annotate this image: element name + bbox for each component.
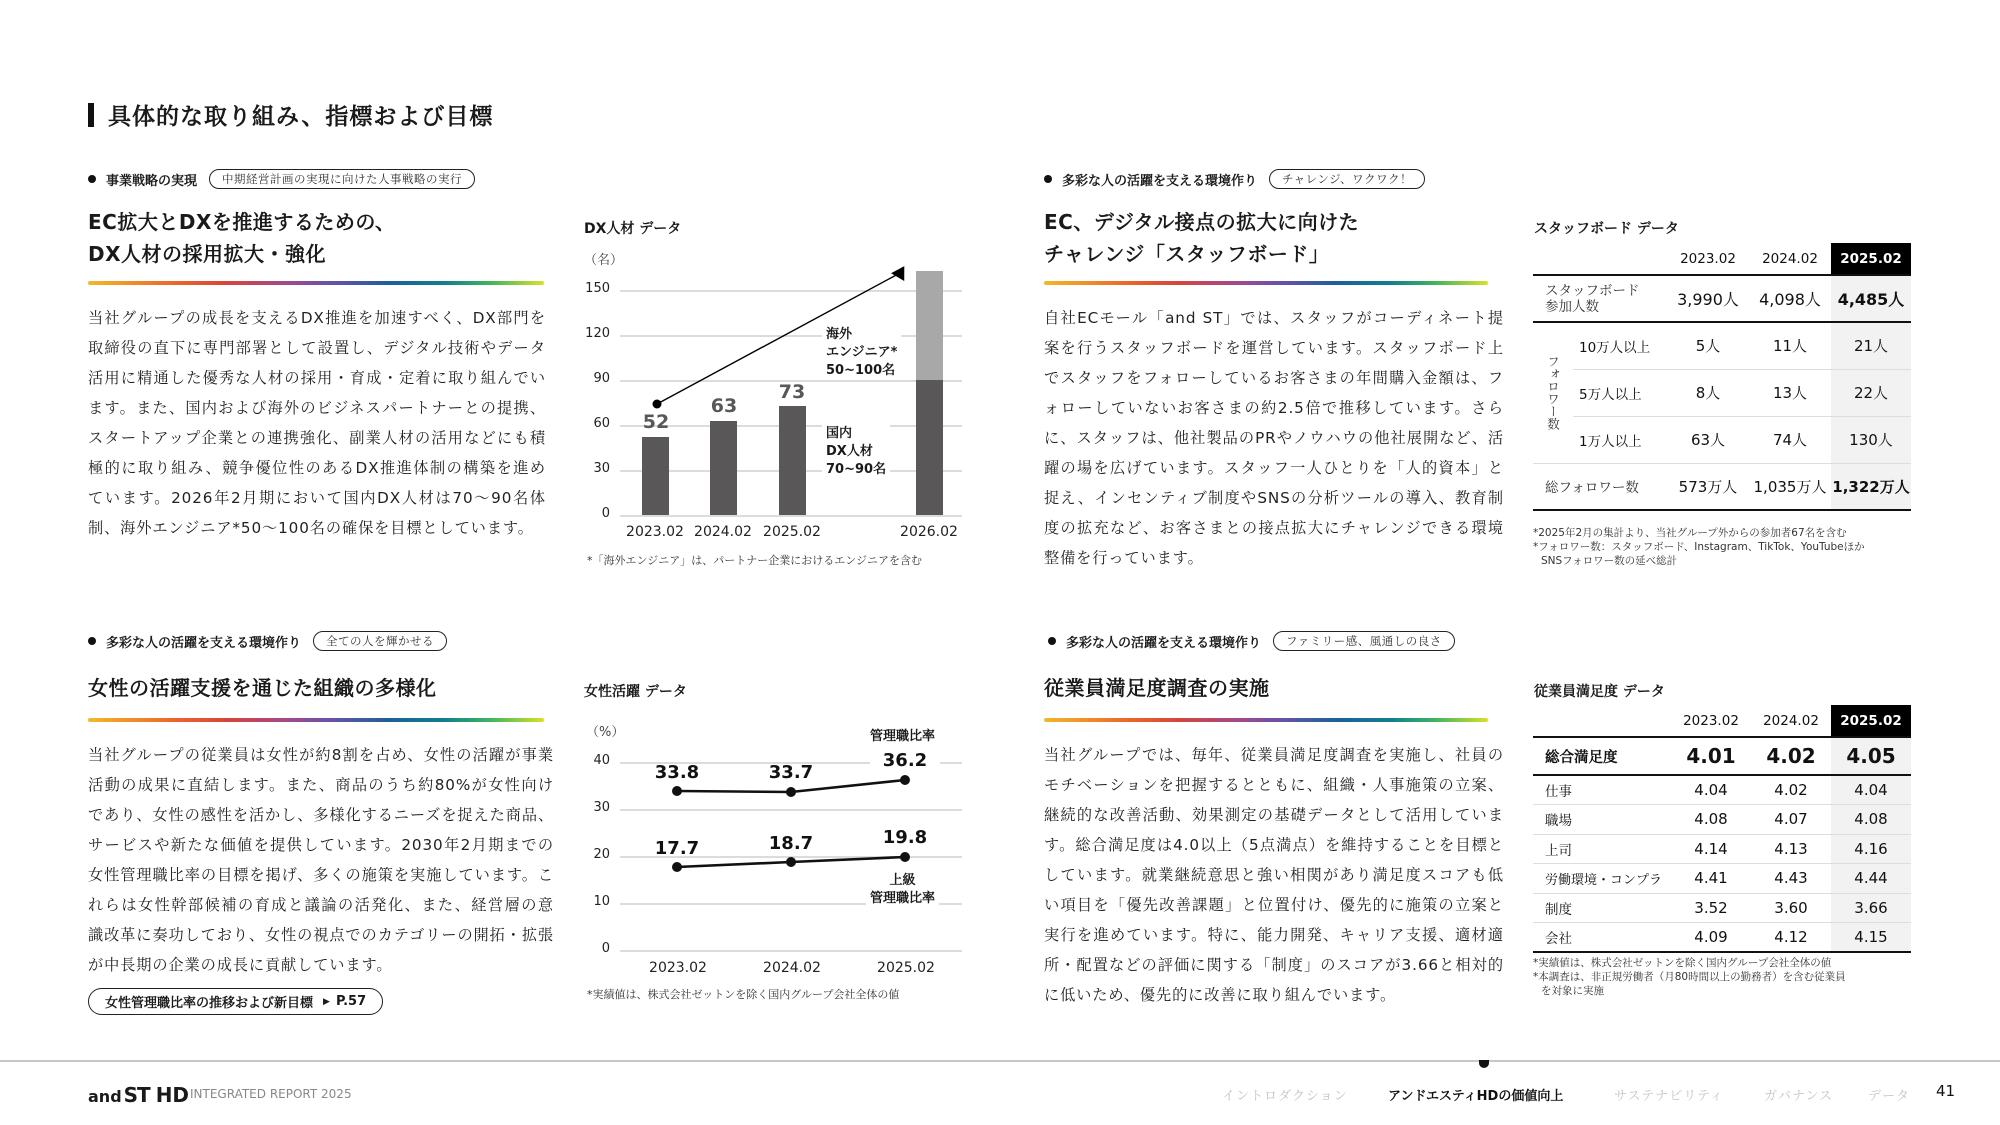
line-value: 33.7 <box>768 762 814 783</box>
bar-2025 <box>779 406 806 515</box>
line-value: 17.7 <box>654 838 700 859</box>
bullet-icon <box>88 637 96 645</box>
nav-sustainability[interactable]: サステナビリティ <box>1614 1089 1724 1104</box>
staff-section-tag: 多彩な人の活躍を支える環境作り チャレンジ、ワクワク！ <box>1044 168 1425 190</box>
rainbow-divider <box>1044 718 1488 722</box>
dx-data-title: DX人材 データ <box>584 221 682 237</box>
survey-data-table: 2023.02 2024.02 2025.02 総合満足度 4.01 4.02 4.05 仕事 4.04 4.02 4.04 職場 4.08 4.07 4.08 上司 4.14 4.13 4.16 労働環境・コンプラ 4.41 4.43 4.44 制度 3.52 3.60 3.66 会社 4.09 4.12 4.15 <box>1533 705 1911 953</box>
bar-value: 52 <box>642 411 670 433</box>
table-row: 制度 3.52 3.60 3.66 <box>1533 893 1911 923</box>
x-tick: 2026.02 <box>900 524 958 540</box>
table-row: 総合満足度 4.01 4.02 4.05 <box>1533 737 1911 775</box>
staff-data-table: 2023.02 2024.02 2025.02 スタッフボード 参加人数 3,990人 4,098人 4,485人 フォロワー数 10万人以上 5人 11人 21人 5万人以上 8人 13人 22人 1万人以上 63人 74人 130人 総フォロワー数 573万人 1,035万人 1,322万人 <box>1533 243 1911 511</box>
table-row: スタッフボード 参加人数 3,990人 4,098人 4,485人 <box>1533 275 1911 322</box>
dx-footnote: *「海外エンジニア」は、パートナー企業におけるエンジニアを含む <box>587 554 922 567</box>
gridline <box>620 515 962 517</box>
y-tick: 150 <box>585 281 610 296</box>
nav-introduction[interactable]: イントロダクション <box>1222 1089 1348 1104</box>
dx-section-tag: 事業戦略の実現 中期経営計画の実現に向けた人事戦略の実行 <box>88 168 475 190</box>
domestic-annotation: 国内 DX人材 70~90名 <box>822 425 890 479</box>
company-logo: and ST HD <box>88 1083 190 1107</box>
bar-2024 <box>710 421 737 515</box>
y-tick: 20 <box>593 847 610 862</box>
x-tick: 2023.02 <box>626 524 684 540</box>
overseas-annotation: 海外 エンジニア* 50~100名 <box>822 326 901 380</box>
rainbow-divider <box>88 718 544 722</box>
women-heading: 女性の活躍支援を通じた組織の多様化 <box>88 676 437 700</box>
y-tick: 30 <box>593 461 610 476</box>
table-row: 総フォロワー数 573万人 1,035万人 1,322万人 <box>1533 463 1911 510</box>
dx-unit-label: （名） <box>584 253 624 268</box>
bar-2026-domestic <box>916 380 943 515</box>
title-bar-marker <box>88 103 94 127</box>
nav-data[interactable]: データ <box>1868 1089 1911 1104</box>
table-row: フォロワー数 10万人以上 5人 11人 21人 <box>1533 322 1911 369</box>
x-tick: 2023.02 <box>649 960 707 976</box>
women-data-title: 女性活躍 データ <box>584 684 687 700</box>
page-title: 具体的な取り組み、指標および目標 <box>88 98 493 131</box>
survey-heading: 従業員満足度調査の実施 <box>1044 676 1270 700</box>
rainbow-divider <box>88 281 544 285</box>
women-manager-ratio-link[interactable]: 女性管理職比率の推移および新目標 ▶ P.57 <box>88 988 383 1015</box>
y-tick: 40 <box>593 753 610 768</box>
nav-governance[interactable]: ガバナンス <box>1764 1089 1833 1104</box>
x-tick: 2025.02 <box>763 524 821 540</box>
y-tick: 30 <box>593 800 610 815</box>
y-tick: 60 <box>593 416 610 431</box>
tag-pill: ファミリー感、風通しの良さ <box>1273 631 1455 651</box>
dx-body-text: 当社グループの成長を支えるDX推進を加速すべく、DX部門を取締役の直下に専門部署として設置し、デジタル技術やデータ活用に精通した優秀な人材の採用・育成・定着に取り組んでいます。また、国内および海外のビジネスパートナーとの提携、スタートアップ企業との連携強化、副業人材の活用などにも積極的に取り組み、競争優位性のあるDX推進体制の構築を進めています。2026年2月期において国内DX人材は70〜90名体制、海外エンジニア*50〜100名の確保を目標としています。 <box>88 309 546 537</box>
table-row: 5万人以上 8人 13人 22人 <box>1533 369 1911 416</box>
y-tick: 120 <box>585 326 610 341</box>
dx-heading: EC拡大とDXを推進するための、 DX人材の採用拡大・強化 <box>88 210 396 266</box>
line-value: 33.8 <box>654 762 700 783</box>
table-row: 会社 4.09 4.12 4.15 <box>1533 923 1911 953</box>
survey-body-text: 当社グループでは、毎年、従業員満足度調査を実施し、社員のモチベーションを把握するとともに、組織・人事施策の立案、継続的な改善活動、効果測定の基礎データとして活用しています。総合満足度は4.0以上（5点満点）を維持することを目標としています。就業継続意思と強い相関があり満足度スコアも低い項目を「優先改善課題」と位置付け、優先的に施策の立案と実行を進めています。特に、能力開発、キャリア支援、適材適所・配置などの評価に関する「制度」のスコアが3.66と相対的に低いため、優先的に改善に取り組んでいます。 <box>1044 746 1504 1004</box>
women-footnote: *実績値は、株式会社ゼットンを除く国内グループ会社全体の値 <box>587 988 900 1001</box>
line-value: 19.8 <box>882 827 928 848</box>
line-value: 18.7 <box>768 833 814 854</box>
staff-data-title: スタッフボード データ <box>1534 221 1679 237</box>
report-label: INTEGRATED REPORT 2025 <box>190 1087 352 1101</box>
series2-label: 上級 管理職比率 <box>866 872 939 908</box>
table-row: 労働環境・コンプラ 4.41 4.43 4.44 <box>1533 864 1911 894</box>
table-row: 1万人以上 63人 74人 130人 <box>1533 416 1911 463</box>
staff-heading: EC、デジタル接点の拡大に向けた チャレンジ「スタッフボード」 <box>1044 210 1360 266</box>
survey-section-tag: 多彩な人の活躍を支える環境作り ファミリー感、風通しの良さ <box>1048 630 1455 652</box>
tag-pill: 全ての人を輝かせる <box>313 631 447 651</box>
x-tick: 2024.02 <box>763 960 821 976</box>
page-number: 41 <box>1936 1082 1956 1100</box>
table-row: 上司 4.14 4.13 4.16 <box>1533 834 1911 864</box>
bar-value: 73 <box>778 381 806 403</box>
y-tick: 0 <box>601 506 610 521</box>
bullet-icon <box>1044 175 1052 183</box>
x-tick: 2025.02 <box>877 960 935 976</box>
staff-footnotes: *2025年2月の集計より、当社グループ外からの参加者67名を含む *フォロワー数：スタッフボード、Instagram、TikTok、YouTubeほか SNSフォロワー数の延べ総計 <box>1533 527 1865 567</box>
nav-value-creation[interactable]: アンドエスティHDの価値向上 <box>1388 1089 1564 1104</box>
footer-divider <box>0 1060 2000 1062</box>
y-tick: 10 <box>593 894 610 909</box>
table-row: 仕事 4.04 4.02 4.04 <box>1533 775 1911 805</box>
bullet-icon <box>88 175 96 183</box>
bar-2023 <box>642 437 669 515</box>
women-unit-label: （%） <box>586 725 625 740</box>
tag-pill: 中期経営計画の実現に向けた人事戦略の実行 <box>209 169 475 189</box>
active-nav-marker-icon <box>1479 1060 1489 1068</box>
line-value: 36.2 <box>870 750 940 771</box>
women-body-text: 当社グループの従業員は女性が約8割を占め、女性の活躍が事業活動の成果に直結します。また、商品のうち約80%が女性向けであり、女性の感性を活かし、多様化するニーズを捉えた商品、サービスや新たな価値を提供しています。2030年2月期までの女性管理職比率の目標を掲げ、多くの施策を実施しています。これらは女性幹部候補の育成と議論の活発化、また、経営層の意識改革に奏功しており、女性の視点でのカテゴリーの開拓・拡張が中長期の企業の成長に貢献しています。 <box>88 746 554 974</box>
staff-body-text: 自社ECモール「and ST」では、スタッフがコーディネート提案を行うスタッフボードを運営しています。スタッフボード上でスタッフをフォローしているお客さまの年間購入金額は、フォローしていないお客さまの約2.5倍で推移しています。さらに、スタッフは、他社製品のPRやノウハウの他社展開など、活躍の場を広げています。スタッフ一人ひとりを「人的資本」と捉え、インセンティブ制度やSNSの分析ツールの導入、教育制度の拡充など、お客さまとの接点拡大にチャレンジできる環境整備を行っています。 <box>1044 309 1504 567</box>
x-tick: 2024.02 <box>694 524 752 540</box>
table-row: 職場 4.08 4.07 4.08 <box>1533 805 1911 835</box>
survey-footnotes: *実績値は、株式会社ゼットンを除く国内グループ会社全体の値 *本調査は、非正規労働者（月80時間以上の勤務者）を含む従業員 を対象に実施 <box>1533 957 1846 997</box>
bar-value: 63 <box>710 395 738 417</box>
y-tick: 0 <box>601 941 610 956</box>
rainbow-divider <box>1044 281 1488 285</box>
y-tick: 90 <box>593 371 610 386</box>
survey-data-title: 従業員満足度 データ <box>1534 684 1665 700</box>
bullet-icon <box>1048 637 1056 645</box>
tag-pill: チャレンジ、ワクワク！ <box>1269 169 1425 189</box>
triangle-right-icon: ▶ <box>323 996 330 1007</box>
series1-label: 管理職比率 <box>866 728 939 746</box>
bar-2026-overseas <box>916 271 943 381</box>
women-section-tag: 多彩な人の活躍を支える環境作り 全ての人を輝かせる <box>88 630 447 652</box>
